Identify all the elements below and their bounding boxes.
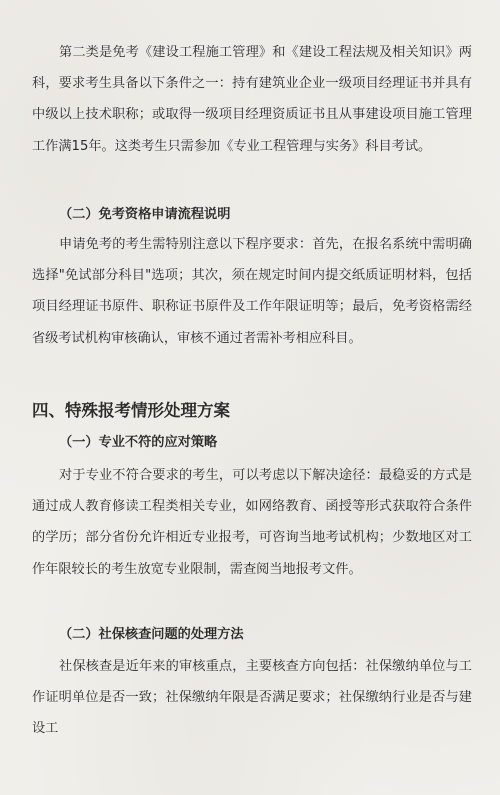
- paragraph-major-mismatch-solutions: 对于专业不符合要求的考生，可以考虑以下解决途径：最稳妥的方式是通过成人教育修读工程类相关专业，如网络教育、函授等形式获取符合条件的学历；部分省份允许相近专业报考，可咨询当地考试机构；少数地区对工作年限较长的考生放宽专业限制，需查阅当地报考文件。: [32, 468, 472, 577]
- section-title-special-cases: 四、特殊报考情形处理方案: [32, 401, 230, 420]
- subheading-major-mismatch-strategy: （一）专业不符的应对策略: [59, 435, 218, 450]
- paragraph-application-procedure: 申请免考的考生需特别注意以下程序要求：首先，在报名系统中需明确选择"免试部分科目"选项；其次，须在规定时间内提交纸质证明材料，包括项目经理证书原件、职称证书原件及工作年限证明等；最后，免考资格需经省级考试机构审核确认，审核不通过者需补考相应科目。: [32, 237, 472, 346]
- paragraph-social-security-check: 社保核查是近年来的审核重点，主要核查方向包括：社保缴纳单位与工作证明单位是否一致；社保缴纳年限是否满足要求；社保缴纳行业是否与建设工: [32, 659, 472, 737]
- subheading-social-security-check: （二）社保核查问题的处理方法: [59, 627, 244, 642]
- subheading-exemption-application-process: （二）免考资格申请流程说明: [59, 207, 231, 222]
- paragraph-exemption-category-two: 第二类是免考《建设工程施工管理》和《建设工程法规及相关知识》两科，要求考生具备以下条件之一：持有建筑业企业一级项目经理证书并具有中级以上技术职称；或取得一级项目经理资质证书且从事建设项目施工管理工作满15年。这类考生只需参加《专业工程管理与实务》科目考试。: [32, 45, 472, 154]
